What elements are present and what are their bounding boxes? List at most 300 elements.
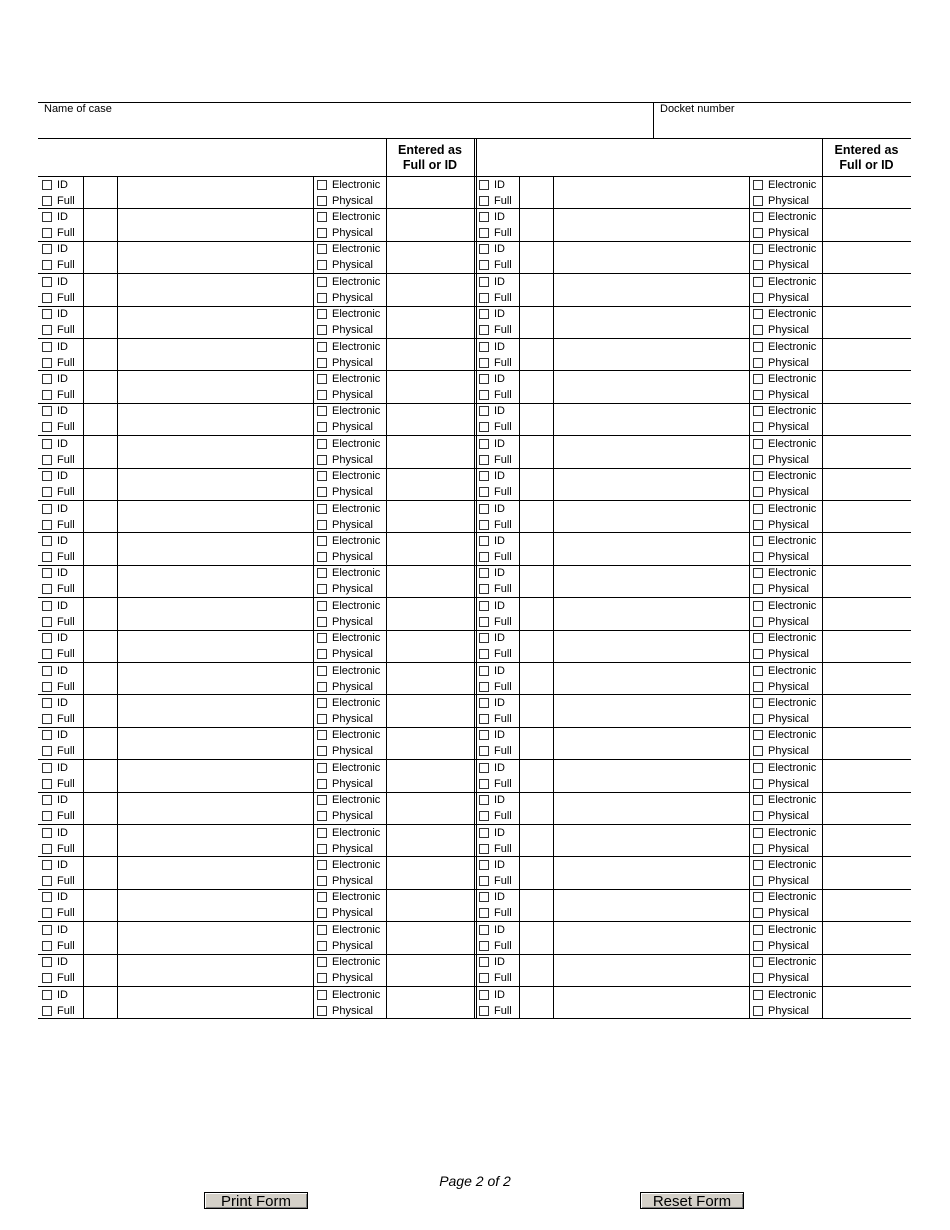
left-electronic-checkbox[interactable] — [317, 371, 380, 386]
checkbox-box[interactable] — [317, 277, 327, 287]
checkbox-box[interactable] — [479, 212, 489, 222]
checkbox-box[interactable] — [753, 746, 763, 756]
left-full-checkbox[interactable] — [42, 679, 75, 694]
left-physical-checkbox[interactable] — [317, 647, 373, 662]
right-full-checkbox[interactable] — [479, 841, 512, 856]
checkbox-box[interactable] — [479, 763, 489, 773]
left-id-checkbox[interactable] — [42, 177, 68, 192]
checkbox-box[interactable] — [42, 504, 52, 514]
checkbox-box[interactable] — [317, 504, 327, 514]
checkbox-box[interactable] — [317, 212, 327, 222]
checkbox-box[interactable] — [753, 390, 763, 400]
right-electronic-checkbox[interactable] — [753, 857, 816, 872]
checkbox-box[interactable] — [42, 406, 52, 416]
checkbox-box[interactable] — [753, 811, 763, 821]
left-full-checkbox[interactable] — [42, 906, 75, 921]
checkbox-box[interactable] — [317, 584, 327, 594]
checkbox-box[interactable] — [317, 244, 327, 254]
checkbox-box[interactable] — [317, 325, 327, 335]
right-full-checkbox[interactable] — [479, 809, 512, 824]
right-full-checkbox[interactable] — [479, 614, 512, 629]
right-id-checkbox[interactable] — [479, 825, 505, 840]
left-full-checkbox[interactable] — [42, 809, 75, 824]
left-electronic-checkbox[interactable] — [317, 922, 380, 937]
left-physical-checkbox[interactable] — [317, 1003, 373, 1018]
right-id-checkbox[interactable] — [479, 728, 505, 743]
checkbox-box[interactable] — [753, 860, 763, 870]
right-physical-checkbox[interactable] — [753, 193, 809, 208]
left-id-checkbox[interactable] — [42, 339, 68, 354]
right-id-checkbox[interactable] — [479, 209, 505, 224]
checkbox-box[interactable] — [479, 876, 489, 886]
checkbox-box[interactable] — [753, 244, 763, 254]
right-id-checkbox[interactable] — [479, 987, 505, 1002]
right-full-checkbox[interactable] — [479, 1003, 512, 1018]
checkbox-box[interactable] — [317, 779, 327, 789]
checkbox-box[interactable] — [479, 601, 489, 611]
right-full-checkbox[interactable] — [479, 452, 512, 467]
checkbox-box[interactable] — [42, 990, 52, 1000]
checkbox-box[interactable] — [42, 552, 52, 562]
checkbox-box[interactable] — [479, 568, 489, 578]
right-physical-checkbox[interactable] — [753, 452, 809, 467]
left-physical-checkbox[interactable] — [317, 614, 373, 629]
right-id-checkbox[interactable] — [479, 469, 505, 484]
checkbox-box[interactable] — [479, 455, 489, 465]
right-id-checkbox[interactable] — [479, 598, 505, 613]
checkbox-box[interactable] — [753, 212, 763, 222]
left-id-checkbox[interactable] — [42, 663, 68, 678]
checkbox-box[interactable] — [753, 633, 763, 643]
checkbox-box[interactable] — [479, 844, 489, 854]
right-electronic-checkbox[interactable] — [753, 501, 816, 516]
right-electronic-checkbox[interactable] — [753, 566, 816, 581]
left-physical-checkbox[interactable] — [317, 549, 373, 564]
left-full-checkbox[interactable] — [42, 776, 75, 791]
left-electronic-checkbox[interactable] — [317, 501, 380, 516]
checkbox-box[interactable] — [479, 730, 489, 740]
right-electronic-checkbox[interactable] — [753, 371, 816, 386]
right-id-checkbox[interactable] — [479, 695, 505, 710]
right-electronic-checkbox[interactable] — [753, 598, 816, 613]
right-physical-checkbox[interactable] — [753, 744, 809, 759]
right-full-checkbox[interactable] — [479, 193, 512, 208]
left-full-checkbox[interactable] — [42, 1003, 75, 1018]
checkbox-box[interactable] — [753, 876, 763, 886]
right-id-checkbox[interactable] — [479, 922, 505, 937]
checkbox-box[interactable] — [753, 990, 763, 1000]
checkbox-box[interactable] — [753, 892, 763, 902]
left-physical-checkbox[interactable] — [317, 744, 373, 759]
left-full-checkbox[interactable] — [42, 938, 75, 953]
left-electronic-checkbox[interactable] — [317, 890, 380, 905]
checkbox-box[interactable] — [479, 990, 489, 1000]
checkbox-box[interactable] — [317, 666, 327, 676]
checkbox-box[interactable] — [753, 374, 763, 384]
checkbox-box[interactable] — [317, 973, 327, 983]
right-electronic-checkbox[interactable] — [753, 274, 816, 289]
checkbox-box[interactable] — [479, 374, 489, 384]
checkbox-box[interactable] — [317, 406, 327, 416]
left-physical-checkbox[interactable] — [317, 323, 373, 338]
left-id-checkbox[interactable] — [42, 404, 68, 419]
checkbox-box[interactable] — [42, 617, 52, 627]
checkbox-box[interactable] — [479, 779, 489, 789]
left-id-checkbox[interactable] — [42, 307, 68, 322]
left-full-checkbox[interactable] — [42, 841, 75, 856]
checkbox-box[interactable] — [42, 844, 52, 854]
left-id-checkbox[interactable] — [42, 436, 68, 451]
checkbox-box[interactable] — [479, 795, 489, 805]
checkbox-box[interactable] — [317, 730, 327, 740]
left-id-checkbox[interactable] — [42, 598, 68, 613]
right-electronic-checkbox[interactable] — [753, 242, 816, 257]
checkbox-box[interactable] — [753, 260, 763, 270]
checkbox-box[interactable] — [479, 358, 489, 368]
right-full-checkbox[interactable] — [479, 517, 512, 532]
left-electronic-checkbox[interactable] — [317, 404, 380, 419]
right-electronic-checkbox[interactable] — [753, 663, 816, 678]
left-electronic-checkbox[interactable] — [317, 469, 380, 484]
left-physical-checkbox[interactable] — [317, 582, 373, 597]
checkbox-box[interactable] — [479, 309, 489, 319]
checkbox-box[interactable] — [42, 293, 52, 303]
checkbox-box[interactable] — [42, 277, 52, 287]
right-id-checkbox[interactable] — [479, 793, 505, 808]
checkbox-box[interactable] — [317, 487, 327, 497]
checkbox-box[interactable] — [479, 714, 489, 724]
left-full-checkbox[interactable] — [42, 452, 75, 467]
right-physical-checkbox[interactable] — [753, 258, 809, 273]
right-physical-checkbox[interactable] — [753, 841, 809, 856]
right-physical-checkbox[interactable] — [753, 614, 809, 629]
checkbox-box[interactable] — [42, 941, 52, 951]
right-physical-checkbox[interactable] — [753, 582, 809, 597]
checkbox-box[interactable] — [42, 1006, 52, 1016]
left-physical-checkbox[interactable] — [317, 938, 373, 953]
checkbox-box[interactable] — [317, 601, 327, 611]
checkbox-box[interactable] — [479, 406, 489, 416]
checkbox-box[interactable] — [753, 908, 763, 918]
right-id-checkbox[interactable] — [479, 663, 505, 678]
right-id-checkbox[interactable] — [479, 371, 505, 386]
checkbox-box[interactable] — [753, 601, 763, 611]
left-full-checkbox[interactable] — [42, 355, 75, 370]
right-id-checkbox[interactable] — [479, 501, 505, 516]
checkbox-box[interactable] — [42, 374, 52, 384]
checkbox-box[interactable] — [753, 584, 763, 594]
left-electronic-checkbox[interactable] — [317, 307, 380, 322]
left-id-checkbox[interactable] — [42, 533, 68, 548]
left-physical-checkbox[interactable] — [317, 841, 373, 856]
left-id-checkbox[interactable] — [42, 793, 68, 808]
checkbox-box[interactable] — [479, 973, 489, 983]
checkbox-box[interactable] — [42, 455, 52, 465]
right-id-checkbox[interactable] — [479, 760, 505, 775]
right-physical-checkbox[interactable] — [753, 938, 809, 953]
checkbox-box[interactable] — [479, 957, 489, 967]
checkbox-box[interactable] — [317, 390, 327, 400]
checkbox-box[interactable] — [753, 779, 763, 789]
checkbox-box[interactable] — [42, 973, 52, 983]
left-electronic-checkbox[interactable] — [317, 857, 380, 872]
checkbox-box[interactable] — [753, 455, 763, 465]
checkbox-box[interactable] — [753, 406, 763, 416]
left-id-checkbox[interactable] — [42, 760, 68, 775]
left-full-checkbox[interactable] — [42, 420, 75, 435]
checkbox-box[interactable] — [479, 925, 489, 935]
checkbox-box[interactable] — [479, 552, 489, 562]
right-electronic-checkbox[interactable] — [753, 922, 816, 937]
right-id-checkbox[interactable] — [479, 177, 505, 192]
checkbox-box[interactable] — [479, 1006, 489, 1016]
right-full-checkbox[interactable] — [479, 679, 512, 694]
checkbox-box[interactable] — [753, 504, 763, 514]
checkbox-box[interactable] — [479, 471, 489, 481]
right-physical-checkbox[interactable] — [753, 485, 809, 500]
left-physical-checkbox[interactable] — [317, 193, 373, 208]
checkbox-box[interactable] — [753, 649, 763, 659]
left-electronic-checkbox[interactable] — [317, 339, 380, 354]
left-id-checkbox[interactable] — [42, 987, 68, 1002]
checkbox-box[interactable] — [317, 876, 327, 886]
left-full-checkbox[interactable] — [42, 549, 75, 564]
checkbox-box[interactable] — [42, 342, 52, 352]
checkbox-box[interactable] — [479, 617, 489, 627]
checkbox-box[interactable] — [317, 455, 327, 465]
checkbox-box[interactable] — [317, 633, 327, 643]
checkbox-box[interactable] — [753, 763, 763, 773]
left-full-checkbox[interactable] — [42, 193, 75, 208]
checkbox-box[interactable] — [753, 973, 763, 983]
right-physical-checkbox[interactable] — [753, 809, 809, 824]
checkbox-box[interactable] — [317, 925, 327, 935]
right-id-checkbox[interactable] — [479, 307, 505, 322]
right-id-checkbox[interactable] — [479, 404, 505, 419]
left-id-checkbox[interactable] — [42, 825, 68, 840]
left-electronic-checkbox[interactable] — [317, 793, 380, 808]
checkbox-box[interactable] — [753, 180, 763, 190]
checkbox-box[interactable] — [753, 277, 763, 287]
checkbox-box[interactable] — [479, 228, 489, 238]
left-id-checkbox[interactable] — [42, 728, 68, 743]
checkbox-box[interactable] — [753, 682, 763, 692]
checkbox-box[interactable] — [753, 520, 763, 530]
checkbox-box[interactable] — [317, 1006, 327, 1016]
left-electronic-checkbox[interactable] — [317, 987, 380, 1002]
right-physical-checkbox[interactable] — [753, 971, 809, 986]
right-electronic-checkbox[interactable] — [753, 987, 816, 1002]
right-physical-checkbox[interactable] — [753, 549, 809, 564]
checkbox-box[interactable] — [753, 422, 763, 432]
checkbox-box[interactable] — [42, 666, 52, 676]
checkbox-box[interactable] — [753, 325, 763, 335]
checkbox-box[interactable] — [317, 520, 327, 530]
right-id-checkbox[interactable] — [479, 890, 505, 905]
checkbox-box[interactable] — [42, 325, 52, 335]
checkbox-box[interactable] — [42, 422, 52, 432]
checkbox-box[interactable] — [753, 309, 763, 319]
checkbox-box[interactable] — [317, 439, 327, 449]
right-id-checkbox[interactable] — [479, 274, 505, 289]
left-full-checkbox[interactable] — [42, 873, 75, 888]
checkbox-box[interactable] — [317, 844, 327, 854]
left-full-checkbox[interactable] — [42, 744, 75, 759]
right-physical-checkbox[interactable] — [753, 873, 809, 888]
left-electronic-checkbox[interactable] — [317, 728, 380, 743]
left-electronic-checkbox[interactable] — [317, 825, 380, 840]
checkbox-box[interactable] — [317, 682, 327, 692]
left-id-checkbox[interactable] — [42, 242, 68, 257]
left-physical-checkbox[interactable] — [317, 387, 373, 402]
checkbox-box[interactable] — [42, 196, 52, 206]
left-electronic-checkbox[interactable] — [317, 274, 380, 289]
right-electronic-checkbox[interactable] — [753, 825, 816, 840]
right-full-checkbox[interactable] — [479, 873, 512, 888]
left-full-checkbox[interactable] — [42, 517, 75, 532]
left-full-checkbox[interactable] — [42, 387, 75, 402]
checkbox-box[interactable] — [317, 196, 327, 206]
left-id-checkbox[interactable] — [42, 955, 68, 970]
left-physical-checkbox[interactable] — [317, 679, 373, 694]
left-full-checkbox[interactable] — [42, 647, 75, 662]
right-electronic-checkbox[interactable] — [753, 793, 816, 808]
left-id-checkbox[interactable] — [42, 209, 68, 224]
right-full-checkbox[interactable] — [479, 938, 512, 953]
checkbox-box[interactable] — [42, 390, 52, 400]
docket-number-cell[interactable] — [653, 103, 735, 138]
checkbox-box[interactable] — [753, 293, 763, 303]
checkbox-box[interactable] — [317, 536, 327, 546]
right-physical-checkbox[interactable] — [753, 323, 809, 338]
right-physical-checkbox[interactable] — [753, 517, 809, 532]
checkbox-box[interactable] — [753, 828, 763, 838]
checkbox-box[interactable] — [317, 941, 327, 951]
left-physical-checkbox[interactable] — [317, 290, 373, 305]
right-electronic-checkbox[interactable] — [753, 760, 816, 775]
right-id-checkbox[interactable] — [479, 242, 505, 257]
right-electronic-checkbox[interactable] — [753, 307, 816, 322]
right-full-checkbox[interactable] — [479, 906, 512, 921]
right-physical-checkbox[interactable] — [753, 355, 809, 370]
right-full-checkbox[interactable] — [479, 647, 512, 662]
checkbox-box[interactable] — [317, 714, 327, 724]
checkbox-box[interactable] — [753, 471, 763, 481]
checkbox-box[interactable] — [42, 601, 52, 611]
right-physical-checkbox[interactable] — [753, 679, 809, 694]
left-physical-checkbox[interactable] — [317, 906, 373, 921]
right-physical-checkbox[interactable] — [753, 776, 809, 791]
checkbox-box[interactable] — [753, 925, 763, 935]
checkbox-box[interactable] — [317, 763, 327, 773]
checkbox-box[interactable] — [42, 649, 52, 659]
checkbox-box[interactable] — [753, 666, 763, 676]
checkbox-box[interactable] — [479, 390, 489, 400]
right-full-checkbox[interactable] — [479, 290, 512, 305]
right-physical-checkbox[interactable] — [753, 906, 809, 921]
right-id-checkbox[interactable] — [479, 339, 505, 354]
left-electronic-checkbox[interactable] — [317, 533, 380, 548]
print-form-button[interactable]: Print Form — [204, 1192, 308, 1209]
right-full-checkbox[interactable] — [479, 744, 512, 759]
left-id-checkbox[interactable] — [42, 566, 68, 581]
checkbox-box[interactable] — [317, 228, 327, 238]
checkbox-box[interactable] — [479, 536, 489, 546]
checkbox-box[interactable] — [479, 892, 489, 902]
checkbox-box[interactable] — [753, 941, 763, 951]
checkbox-box[interactable] — [42, 244, 52, 254]
checkbox-box[interactable] — [479, 196, 489, 206]
left-physical-checkbox[interactable] — [317, 873, 373, 888]
left-physical-checkbox[interactable] — [317, 776, 373, 791]
right-electronic-checkbox[interactable] — [753, 209, 816, 224]
right-full-checkbox[interactable] — [479, 355, 512, 370]
left-full-checkbox[interactable] — [42, 614, 75, 629]
checkbox-box[interactable] — [753, 342, 763, 352]
checkbox-box[interactable] — [42, 536, 52, 546]
right-id-checkbox[interactable] — [479, 533, 505, 548]
right-electronic-checkbox[interactable] — [753, 955, 816, 970]
checkbox-box[interactable] — [317, 746, 327, 756]
reset-form-button[interactable]: Reset Form — [640, 1192, 744, 1209]
checkbox-box[interactable] — [479, 860, 489, 870]
checkbox-box[interactable] — [753, 714, 763, 724]
checkbox-box[interactable] — [317, 342, 327, 352]
checkbox-box[interactable] — [317, 552, 327, 562]
checkbox-box[interactable] — [317, 795, 327, 805]
checkbox-box[interactable] — [42, 860, 52, 870]
checkbox-box[interactable] — [317, 957, 327, 967]
checkbox-box[interactable] — [479, 746, 489, 756]
left-electronic-checkbox[interactable] — [317, 242, 380, 257]
left-id-checkbox[interactable] — [42, 371, 68, 386]
right-full-checkbox[interactable] — [479, 225, 512, 240]
left-full-checkbox[interactable] — [42, 971, 75, 986]
checkbox-box[interactable] — [317, 892, 327, 902]
checkbox-box[interactable] — [317, 260, 327, 270]
left-id-checkbox[interactable] — [42, 857, 68, 872]
left-id-checkbox[interactable] — [42, 922, 68, 937]
checkbox-box[interactable] — [317, 358, 327, 368]
checkbox-box[interactable] — [42, 714, 52, 724]
left-full-checkbox[interactable] — [42, 711, 75, 726]
checkbox-box[interactable] — [753, 439, 763, 449]
left-full-checkbox[interactable] — [42, 258, 75, 273]
right-id-checkbox[interactable] — [479, 566, 505, 581]
checkbox-box[interactable] — [753, 1006, 763, 1016]
checkbox-box[interactable] — [42, 828, 52, 838]
left-physical-checkbox[interactable] — [317, 225, 373, 240]
checkbox-box[interactable] — [42, 487, 52, 497]
checkbox-box[interactable] — [753, 957, 763, 967]
checkbox-box[interactable] — [479, 908, 489, 918]
checkbox-box[interactable] — [479, 180, 489, 190]
checkbox-box[interactable] — [42, 180, 52, 190]
checkbox-box[interactable] — [42, 730, 52, 740]
right-electronic-checkbox[interactable] — [753, 177, 816, 192]
right-electronic-checkbox[interactable] — [753, 631, 816, 646]
checkbox-box[interactable] — [42, 309, 52, 319]
left-physical-checkbox[interactable] — [317, 485, 373, 500]
left-physical-checkbox[interactable] — [317, 420, 373, 435]
checkbox-box[interactable] — [42, 892, 52, 902]
left-electronic-checkbox[interactable] — [317, 598, 380, 613]
checkbox-box[interactable] — [479, 941, 489, 951]
left-full-checkbox[interactable] — [42, 485, 75, 500]
left-physical-checkbox[interactable] — [317, 452, 373, 467]
checkbox-box[interactable] — [317, 649, 327, 659]
right-electronic-checkbox[interactable] — [753, 404, 816, 419]
